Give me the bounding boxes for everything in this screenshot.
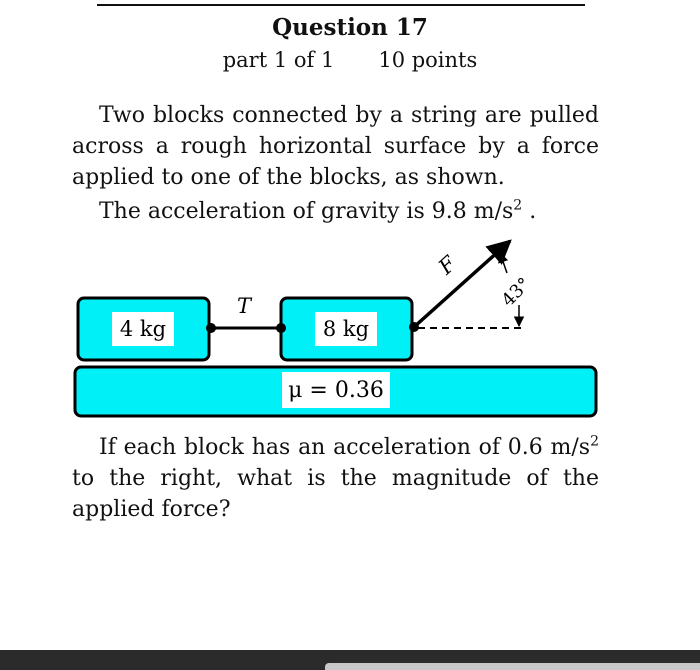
gravity-suffix: . bbox=[522, 199, 537, 224]
string-knot-left bbox=[206, 323, 216, 333]
horizontal-scrollbar[interactable] bbox=[325, 663, 700, 670]
string-knot-right bbox=[276, 323, 286, 333]
block-4kg-label: 4 kg bbox=[119, 317, 167, 341]
angle-indicator-upper bbox=[500, 253, 507, 273]
question-title: Question 17 bbox=[272, 14, 428, 41]
angle-label: 43° bbox=[497, 273, 536, 312]
points-label: 10 points bbox=[378, 48, 478, 72]
question-paragraph bbox=[72, 432, 599, 525]
block-8kg-label: 8 kg bbox=[322, 317, 370, 341]
gravity-exponent: 2 bbox=[513, 197, 523, 214]
gravity-text: The acceleration of gravity is 9.8 m/s bbox=[99, 199, 514, 224]
question-text: If each block has an acceleration of 0.6 m/s bbox=[99, 435, 591, 460]
force-arrow bbox=[414, 241, 510, 327]
question-text-rest: to the right, what is the magnitude of the applied force? bbox=[72, 466, 599, 522]
intro-paragraph: Two blocks connected by a string are pulled across a rough horizontal surface by a force applied to one of the blocks, as shown. bbox=[72, 103, 599, 190]
question-exponent: 2 bbox=[590, 433, 599, 450]
force-label: F bbox=[433, 251, 461, 280]
tension-label: T bbox=[236, 294, 252, 318]
part-label: part 1 of 1 bbox=[222, 48, 335, 72]
surface-friction-label: μ = 0.36 bbox=[288, 378, 384, 403]
